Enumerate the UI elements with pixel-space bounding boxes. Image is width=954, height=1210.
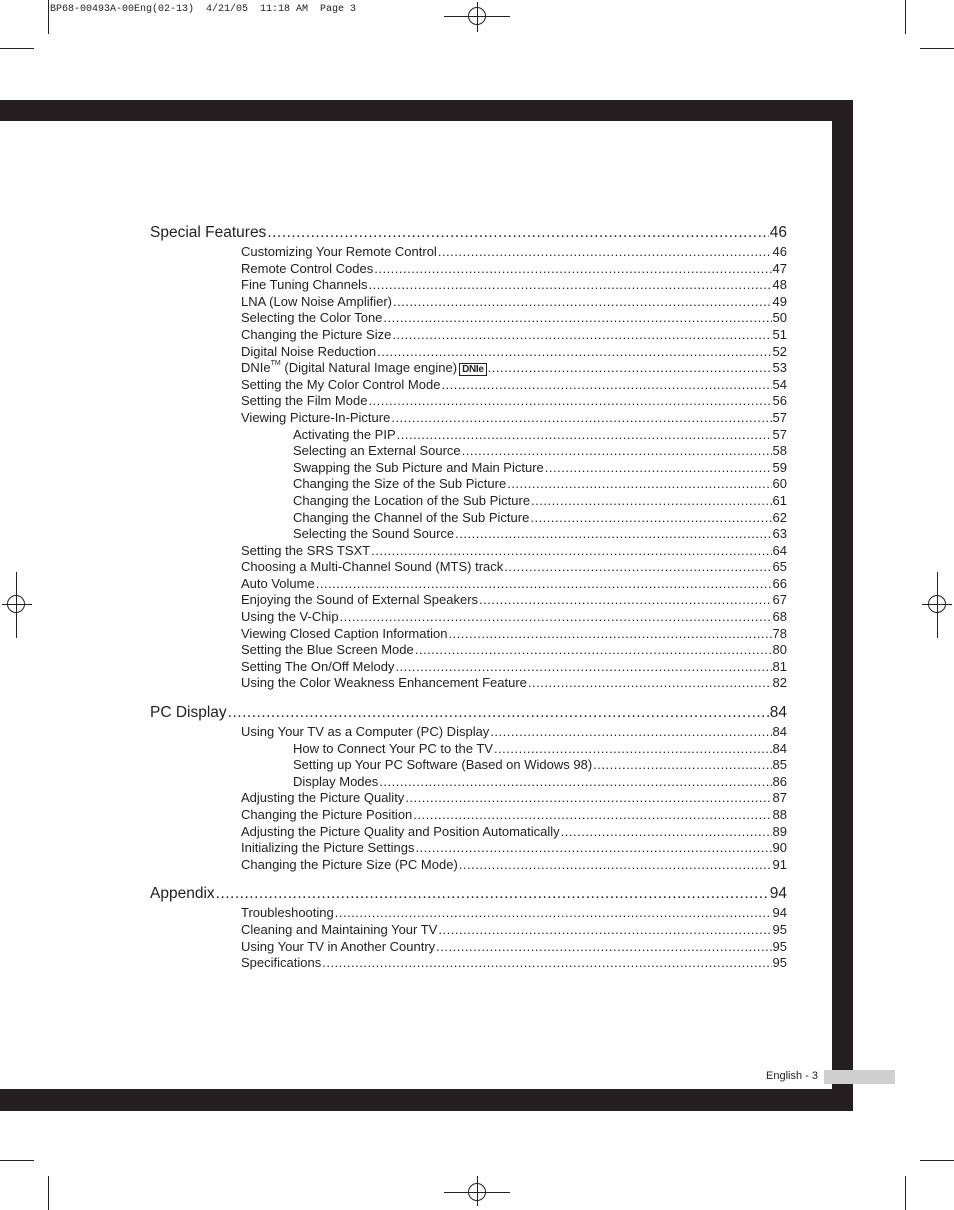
toc-entry [150, 741, 787, 758]
toc-section [150, 224, 787, 692]
page-frame-bottom [0, 1089, 853, 1111]
entry-text: Setting The On/Off Melody [241, 658, 395, 674]
toc-entry [150, 626, 787, 643]
entry-title [293, 510, 529, 525]
leader-dots [379, 774, 771, 789]
leader-dots [340, 609, 772, 624]
entry-title [241, 939, 435, 954]
entry-title [241, 642, 414, 657]
page-frame-top [0, 100, 853, 121]
entry-text: Enjoying the Sound of External Speakers [241, 592, 479, 608]
toc-entry [150, 609, 787, 626]
entry-text: Setting the Blue Screen Mode [241, 642, 414, 658]
entry-title [241, 790, 404, 805]
entry-page-number: 94 [772, 905, 787, 921]
leader-dots [392, 327, 771, 342]
entry-text: Using Your TV as a Computer (PC) Display [241, 724, 490, 740]
entry-text: Using the V-Chip [241, 609, 339, 625]
entry-title [293, 741, 493, 756]
entry-text: Using Your TV in Another Country [241, 938, 436, 954]
entry-text: Using the Color Weakness Enhancement Feature [241, 675, 527, 691]
leader-dots [488, 360, 772, 375]
entry-page-number: 62 [772, 509, 787, 525]
entry-text: Display Modes [293, 773, 379, 789]
leader-dots [415, 642, 772, 657]
entry-text: Setting the My Color Control Mode [241, 376, 441, 392]
print-slug: BP68-00493A-00Eng(02-13) 4/21/05 11:18 AM Page 3 [50, 4, 357, 15]
toc-entry [150, 393, 787, 410]
entry-page-number: 61 [772, 492, 787, 508]
toc-entry [150, 857, 787, 874]
entry-page-number: 53 [772, 360, 787, 376]
registration-mark [468, 7, 486, 25]
entry-page-number: 59 [772, 459, 787, 475]
leader-dots [371, 543, 771, 558]
entry-title [241, 310, 382, 325]
section-title: PC Display [150, 704, 227, 722]
entry-text: Digital Noise Reduction [241, 343, 377, 359]
entry-text: (Digital Natural Image engine) [284, 360, 458, 376]
entry-page-number: 58 [772, 443, 787, 459]
entry-title [241, 922, 437, 937]
leader-dots [479, 592, 771, 607]
entry-text: Selecting the Sound Source [293, 526, 455, 542]
entry-page-number: 84 [772, 740, 787, 756]
leader-dots [438, 244, 772, 259]
toc-entry [150, 344, 787, 361]
entry-text: Swapping the Sub Picture and Main Picture [293, 459, 544, 475]
toc-entry [150, 493, 787, 510]
entry-title [241, 344, 376, 359]
leader-dots [490, 724, 771, 739]
entry-page-number: 95 [772, 955, 787, 971]
entry-title [293, 443, 461, 458]
entry-text: Viewing Closed Caption Information [241, 625, 448, 641]
leader-dots [494, 741, 772, 756]
entry-title [241, 277, 367, 292]
entry-text: Activating the PIP [293, 426, 396, 442]
section-title: Appendix [150, 885, 215, 903]
leader-dots [415, 840, 771, 855]
entry-title [241, 905, 334, 920]
toc-entry [150, 310, 787, 327]
entry-title [293, 460, 544, 475]
toc-entry [150, 675, 787, 692]
entry-title [293, 476, 506, 491]
entry-title [241, 294, 392, 309]
toc-entry [150, 377, 787, 394]
leader-dots [504, 559, 771, 574]
entry-title [241, 261, 373, 276]
toc-entry [150, 526, 787, 543]
entry-text: Viewing Picture-In-Picture [241, 409, 391, 425]
toc-section-heading [150, 224, 787, 244]
entry-page-number: 82 [772, 675, 787, 691]
entry-text: Setting the SRS TSXT [241, 542, 371, 558]
toc-entry [150, 476, 787, 493]
entry-page-number: 52 [772, 343, 787, 359]
toc-entry [150, 559, 787, 576]
crop-mark [905, 1176, 906, 1210]
toc-entry [150, 443, 787, 460]
entry-page-number: 65 [772, 559, 787, 575]
trademark-mark: TM [270, 360, 281, 368]
toc-entry [150, 360, 787, 377]
entry-title [241, 840, 414, 855]
leader-dots [267, 224, 768, 242]
entry-text: LNA (Low Noise Amplifier) [241, 293, 392, 309]
toc-entry [150, 905, 787, 922]
entry-text: Cleaning and Maintaining Your TV [241, 921, 438, 937]
crop-mark [0, 1160, 34, 1161]
leader-dots [455, 526, 771, 541]
entry-page-number: 56 [772, 393, 787, 409]
toc-entry [150, 427, 787, 444]
entry-text: Remote Control Codes [241, 260, 374, 276]
entry-title [293, 774, 378, 789]
toc-entry [150, 774, 787, 791]
entry-text: Changing the Channel of the Sub Picture [293, 509, 530, 525]
entry-title [241, 410, 390, 425]
entry-page-number: 49 [772, 293, 787, 309]
toc-entry [150, 244, 787, 261]
toc-section-heading [150, 704, 787, 724]
dnie-logo-icon: DNIe [459, 363, 487, 376]
toc-entry [150, 659, 787, 676]
toc-entry [150, 294, 787, 311]
entry-title [241, 626, 447, 641]
entry-page-number: 80 [772, 642, 787, 658]
entry-text: Auto Volume [241, 575, 315, 591]
entry-title [293, 427, 396, 442]
section-page-number: 84 [769, 704, 787, 722]
entry-page-number: 85 [772, 757, 787, 773]
entry-page-number: 91 [772, 856, 787, 872]
entry-text: Adjusting the Picture Quality and Position Automatically [241, 823, 560, 839]
leader-dots [368, 393, 771, 408]
entry-title [241, 360, 487, 376]
crop-mark [905, 0, 906, 34]
entry-page-number: 86 [772, 773, 787, 789]
leader-dots [441, 377, 771, 392]
toc-entry [150, 261, 787, 278]
leader-dots [393, 294, 772, 309]
entry-title [241, 675, 527, 690]
toc-entry [150, 790, 787, 807]
entry-page-number: 63 [772, 526, 787, 542]
entry-page-number: 81 [772, 658, 787, 674]
leader-dots [368, 277, 771, 292]
leader-dots [436, 939, 771, 954]
entry-text: Selecting an External Source [293, 443, 461, 459]
entry-page-number: 64 [772, 542, 787, 558]
toc-entry [150, 592, 787, 609]
leader-dots [383, 310, 771, 325]
toc-entry [150, 543, 787, 560]
entry-title [241, 724, 489, 739]
entry-text: Adjusting the Picture Quality [241, 790, 405, 806]
entry-title [293, 526, 454, 541]
entry-title [241, 857, 458, 872]
entry-page-number: 67 [772, 592, 787, 608]
toc-entry [150, 576, 787, 593]
entry-page-number: 46 [772, 244, 787, 259]
entry-text: Changing the Picture Position [241, 807, 413, 822]
crop-mark [920, 1160, 954, 1161]
registration-mark [928, 595, 946, 613]
toc-entry [150, 939, 787, 956]
entry-page-number: 68 [772, 609, 787, 625]
toc-entry [150, 642, 787, 659]
entry-text: Setting the Film Mode [241, 393, 368, 409]
toc-entry [150, 460, 787, 477]
entry-title [241, 955, 321, 970]
leader-dots [531, 493, 771, 508]
toc-entry [150, 824, 787, 841]
entry-page-number: 60 [772, 476, 787, 492]
crop-mark [48, 1176, 49, 1210]
crop-mark [48, 0, 49, 34]
entry-text: Changing the Size of the Sub Picture [293, 476, 507, 492]
leader-dots [395, 659, 771, 674]
leader-dots [335, 905, 772, 920]
toc-entry [150, 327, 787, 344]
footer-tab [824, 1070, 895, 1084]
leader-dots [459, 857, 772, 872]
entry-title [241, 609, 339, 624]
leader-dots [228, 704, 769, 722]
entry-page-number: 78 [772, 625, 787, 641]
entry-page-number: 95 [772, 921, 787, 937]
toc-entry [150, 277, 787, 294]
leader-dots [507, 476, 771, 491]
toc-entry [150, 807, 787, 824]
entry-text: Setting up Your PC Software (Based on Widows 98) [293, 757, 593, 773]
leader-dots [391, 410, 771, 425]
entry-page-number: 84 [772, 724, 787, 740]
entry-page-number: 89 [772, 823, 787, 839]
entry-title [241, 543, 370, 558]
leader-dots [545, 460, 772, 475]
toc-entry [150, 922, 787, 939]
toc-section [150, 704, 787, 873]
leader-dots [593, 757, 771, 772]
entry-title [241, 807, 412, 822]
toc-entry [150, 955, 787, 972]
entry-page-number: 66 [772, 575, 787, 591]
toc-entry [150, 410, 787, 427]
entry-title [241, 393, 367, 408]
registration-mark [468, 1183, 486, 1201]
entry-page-number: 57 [772, 426, 787, 442]
leader-dots [397, 427, 772, 442]
entry-text: Initializing the Picture Settings [241, 840, 415, 856]
leader-dots [216, 885, 769, 903]
entry-page-number: 54 [772, 376, 787, 392]
entry-page-number: 51 [772, 326, 787, 342]
entry-page-number: 57 [772, 409, 787, 425]
leader-dots [413, 807, 771, 822]
entry-page-number: 87 [772, 790, 787, 806]
entry-text: Specifications [241, 955, 322, 971]
entry-page-number: 88 [772, 807, 787, 822]
entry-title [241, 559, 503, 574]
entry-title [241, 377, 440, 392]
entry-title [241, 576, 315, 591]
entry-text: Troubleshooting [241, 905, 334, 921]
entry-text: Selecting the Color Tone [241, 310, 383, 326]
entry-title [241, 824, 560, 839]
leader-dots [438, 922, 771, 937]
entry-page-number: 48 [772, 277, 787, 293]
entry-text: Changing the Location of the Sub Picture [293, 492, 531, 508]
entry-text: Choosing a Multi-Channel Sound (MTS) track [241, 559, 504, 575]
toc-entry [150, 840, 787, 857]
leader-dots [316, 576, 772, 591]
page-footer-label: English - 3 [766, 1070, 818, 1082]
leader-dots [322, 955, 771, 970]
entry-text: Changing the Picture Size [241, 326, 392, 342]
section-page-number: 46 [769, 224, 787, 241]
toc-entry [150, 510, 787, 527]
page-frame-right [832, 100, 853, 1111]
leader-dots [462, 443, 772, 458]
leader-dots [561, 824, 772, 839]
entry-title [293, 493, 530, 508]
entry-title [293, 757, 592, 772]
toc-section [150, 885, 787, 971]
entry-text: Fine Tuning Channels [241, 277, 368, 293]
entry-text: Customizing Your Remote Control [241, 244, 437, 259]
toc-entry [150, 724, 787, 741]
entry-title [241, 592, 478, 607]
leader-dots [374, 261, 771, 276]
registration-mark [7, 595, 25, 613]
entry-page-number: 90 [772, 840, 787, 856]
entry-text: How to Connect Your PC to the TV [293, 740, 493, 756]
table-of-contents [150, 224, 787, 984]
leader-dots [448, 626, 771, 641]
crop-mark [0, 48, 34, 49]
toc-section-heading [150, 885, 787, 905]
entry-text: Changing the Picture Size (PC Mode) [241, 856, 458, 872]
toc-entry [150, 757, 787, 774]
crop-mark [920, 48, 954, 49]
leader-dots [530, 510, 771, 525]
leader-dots [405, 790, 771, 805]
entry-page-number: 47 [772, 260, 787, 276]
entry-title [241, 244, 437, 259]
entry-title [241, 659, 394, 674]
entry-page-number: 50 [772, 310, 787, 326]
entry-prefix: DNIe [241, 360, 271, 376]
section-title: Special Features [150, 224, 267, 241]
leader-dots [377, 344, 771, 359]
leader-dots [528, 675, 772, 690]
section-page-number: 94 [769, 885, 787, 903]
entry-title [241, 327, 391, 342]
entry-page-number: 95 [772, 938, 787, 954]
